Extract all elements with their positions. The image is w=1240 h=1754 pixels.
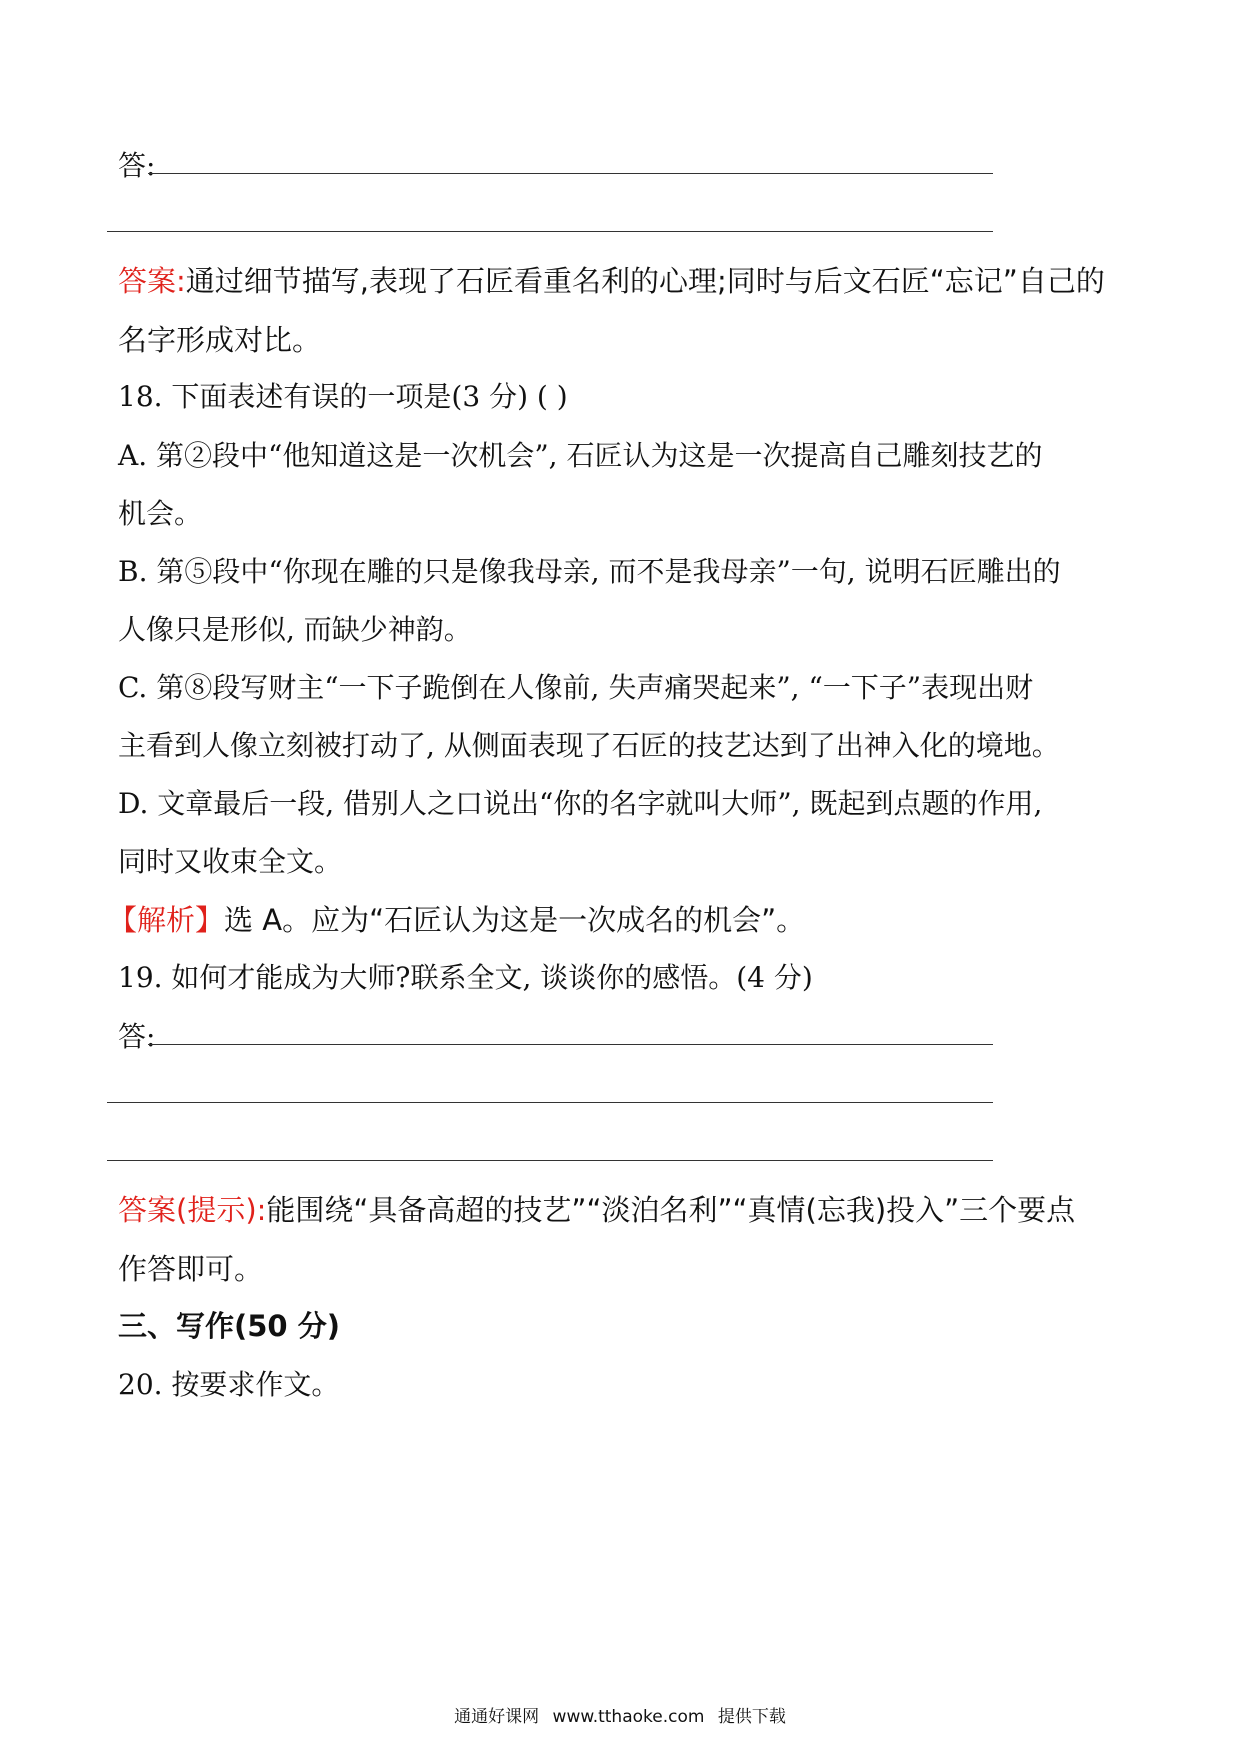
question-19-stem: 19. 如何才能成为大师?联系全文, 谈谈你的感悟。(4 分) xyxy=(118,961,813,994)
answer-line[interactable] xyxy=(107,231,993,232)
option-a-line2: 机会。 xyxy=(118,497,203,530)
option-a-line1: A. 第②段中“他知道这是一次机会”, 石匠认为这是一次提高自己雕刻技艺的 xyxy=(118,439,1043,472)
answer-label-q19: 答: xyxy=(118,1020,156,1053)
option-c-line1: C. 第⑧段写财主“一下子跪倒在人像前, 失声痛哭起来”, “一下子”表现出财 xyxy=(118,671,1034,704)
answer-line[interactable] xyxy=(107,1102,993,1103)
answer-line[interactable] xyxy=(148,1044,993,1045)
answer-key-q19 xyxy=(118,1190,1123,1230)
analysis-text: 选 A。应为“石匠认为这是一次成名的机会”。 xyxy=(224,903,806,937)
answer-line[interactable] xyxy=(148,173,993,174)
section-title-writing: 三、写作(50 分) xyxy=(118,1309,340,1343)
option-b-line2: 人像只是形似, 而缺少神韵。 xyxy=(118,613,472,646)
answer-key-label: 答案(提示): xyxy=(118,1193,267,1227)
question-20-stem: 20. 按要求作文。 xyxy=(118,1368,340,1401)
answer-key-q19-cont: 作答即可。 xyxy=(118,1252,264,1286)
footer-url[interactable]: www.tthaoke.com xyxy=(552,1707,705,1727)
analysis-label: 【解析】 xyxy=(108,903,225,937)
page-footer xyxy=(0,1705,1240,1729)
answer-key-text: 通过细节描写,表现了石匠看重名利的心理;同时与后文石匠“忘记”自己的 xyxy=(185,264,1105,298)
footer-note: 提供下载 xyxy=(717,1707,786,1727)
option-d-line1: D. 文章最后一段, 借别人之口说出“你的名字就叫大师”, 既起到点题的作用, xyxy=(118,787,1043,820)
answer-key-q17-cont: 名字形成对比。 xyxy=(118,323,322,357)
footer-site-name: 通通好课网 xyxy=(454,1707,540,1727)
answer-key-text: 能围绕“具备高超的技艺”“淡泊名利”“真情(忘我)投入”三个要点 xyxy=(266,1193,1076,1227)
answer-key-q17 xyxy=(118,261,1123,301)
question-18-stem: 18. 下面表述有误的一项是(3 分) ( ) xyxy=(118,380,568,413)
analysis-q18 xyxy=(108,900,1113,940)
option-c-line2: 主看到人像立刻被打动了, 从侧面表现了石匠的技艺达到了出神入化的境地。 xyxy=(118,729,1060,762)
answer-label-q17: 答: xyxy=(118,149,156,182)
answer-key-label: 答案: xyxy=(118,264,186,298)
answer-line[interactable] xyxy=(107,1160,993,1161)
option-b-line1: B. 第⑤段中“你现在雕的只是像我母亲, 而不是我母亲”一句, 说明石匠雕出的 xyxy=(118,555,1061,588)
option-d-line2: 同时又收束全文。 xyxy=(118,845,343,878)
